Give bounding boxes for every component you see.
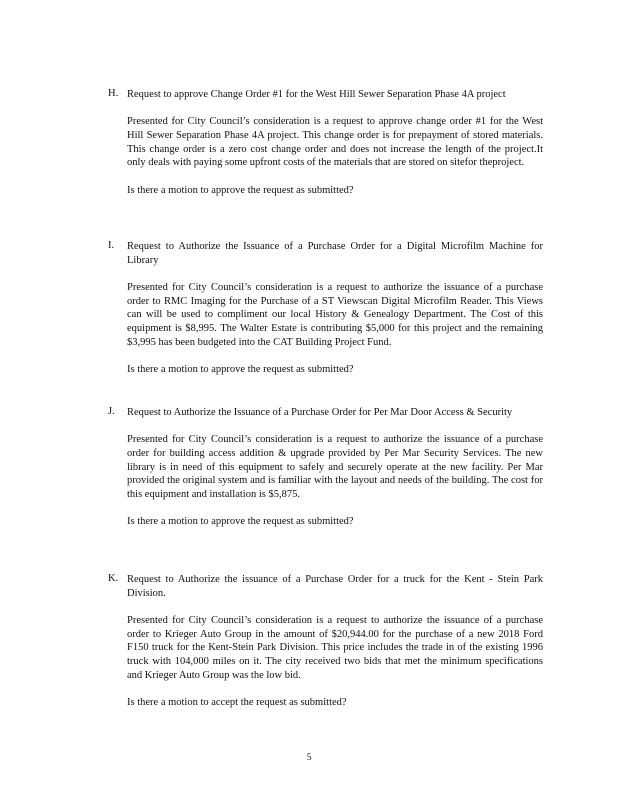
item-letter: J. <box>108 406 115 417</box>
item-motion-question: Is there a motion to accept the request as submitted? <box>127 696 347 708</box>
item-body <box>127 406 543 529</box>
item-letter: K. <box>108 573 119 584</box>
item-title: Request to approve Change Order #1 for the West Hill Sewer Separation Phase 4A project <box>127 89 506 100</box>
agenda-item-i <box>108 240 543 377</box>
item-motion-question: Is there a motion to approve the request as submitted? <box>127 363 354 375</box>
item-paragraph: Presented for City Council’s consideration is a request to authorize the issuance of a purchase order for building access addition & upgrade provided by Per Mar Security Services. The new library is in need of this equipment to safely and securely operate at the new facility. Per Mar provided the original system and is familiar with the layout and needs of the building. The cost for this equipment and installation is $5,875. <box>127 434 543 501</box>
item-paragraph: Presented for City Council’s consideration is a request to authorize the issuance of a purchase order to Krieger Auto Group in the amount of $20,944.00 for the purchase of a new 2018 Ford F150 truck for the Kent-Stein Park Division. This price includes the trade in of the existing 1996 truck with 104,000 miles on it. The city received two bids that met the minimum specifications and Krieger Auto Group was the low bid. <box>127 614 543 681</box>
item-paragraph: Presented for City Council’s consideration is a request to approve change order #1 for the West Hill Sewer Separation Phase 4A project. This change order is for prepayment of stored materials. This change order is a zero cost change order and does not increase the length of the project.It only deals with paying some upfront costs of the materials that are stored on sitefor theproject. <box>127 116 543 169</box>
item-letter: I. <box>108 240 115 251</box>
agenda-item-k <box>108 573 543 710</box>
page-number: 5 <box>306 752 312 762</box>
item-letter: H. <box>108 88 119 99</box>
agenda-item-j <box>108 406 543 529</box>
item-motion-question: Is there a motion to approve the request as submitted? <box>127 184 354 196</box>
item-body <box>127 240 543 377</box>
item-title: Request to Authorize the issuance of a Purchase Order for a truck for the Kent - Stein Park Division. <box>127 574 543 599</box>
item-title: Request to Authorize the Issuance of a Purchase Order for Per Mar Door Access & Security <box>127 407 513 418</box>
item-title: Request to Authorize the Issuance of a Purchase Order for a Digital Microfilm Machine for Library <box>127 241 543 266</box>
item-body <box>127 573 543 710</box>
agenda-item-h <box>108 88 543 197</box>
item-body <box>127 88 543 197</box>
item-paragraph: Presented for City Council’s consideration is a request to authorize the issuance of a purchase order to RMC Imaging for the Purchase of a ST Viewscan Digital Microfilm Reader. This Views can will be used to compliment our local History & Genealogy Department. The Cost of this equipment is $8,995. The Walter Estate is contributing $5,000 for this project and the remaining $3,995 has been budgeted into the CAT Building Project Fund. <box>127 281 543 348</box>
item-motion-question: Is there a motion to approve the request as submitted? <box>127 516 354 528</box>
